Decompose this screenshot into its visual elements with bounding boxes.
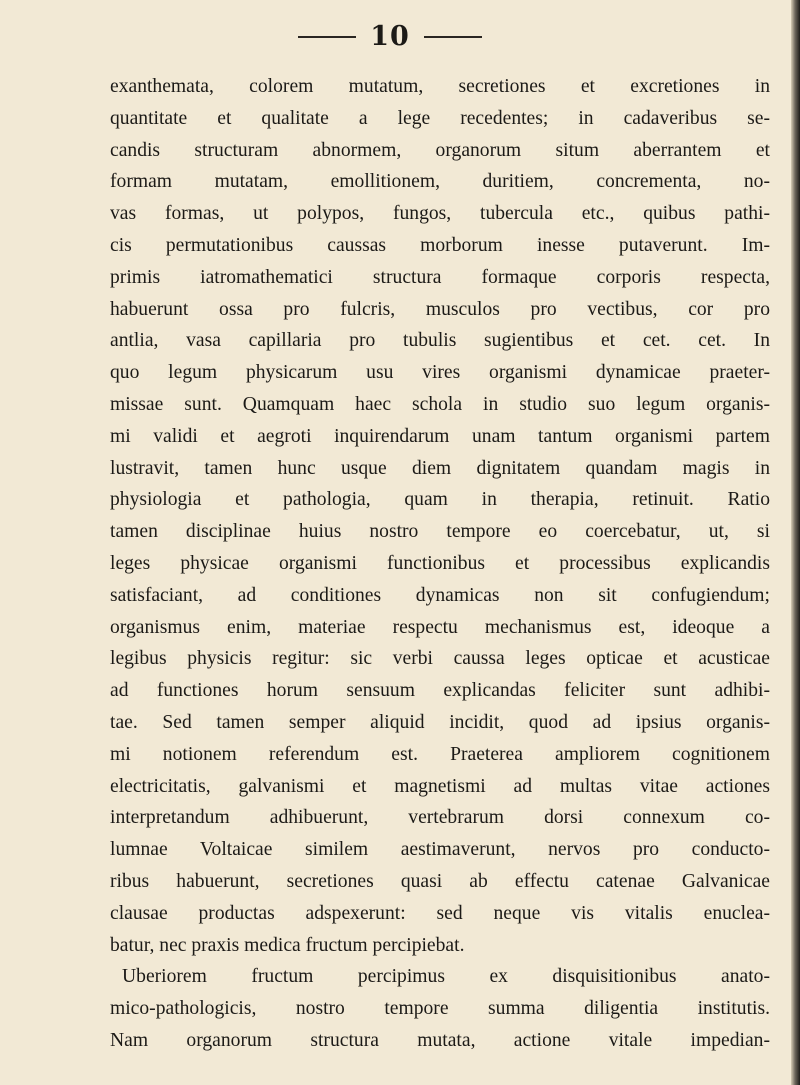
text-line: habuerunt ossa pro fulcris, musculos pro vectibus, cor pro (110, 298, 770, 320)
text-line: ribus habuerunt, secretiones quasi ab effectu catenae Galvanicae (110, 870, 770, 892)
text-line: antlia, vasa capillaria pro tubulis sugientibus et cet. cet. In (110, 330, 770, 352)
text-line: legibus physicis regitur: sic verbi caussa leges opticae et acusticae (110, 648, 770, 670)
text-line: Nam organorum structura mutata, actione vitale impedian- (110, 1029, 770, 1051)
text-line: Uberiorem fructum percipimus ex disquisitionibus anato- (122, 966, 770, 988)
text-line: vas formas, ut polypos, fungos, tubercula etc., quibus pathi- (110, 203, 770, 225)
text-line: missae sunt. Quamquam haec schola in studio suo legum organis- (110, 393, 770, 415)
text-line: candis structuram abnormem, organorum situm aberrantem et (110, 139, 770, 161)
text-line: formam mutatam, emollitionem, duritiem, concrementa, no- (110, 171, 770, 193)
text-line: mi validi et aegroti inquirendarum unam tantum organismi partem (110, 425, 770, 447)
page-number: 10 (370, 21, 410, 52)
text-line: exanthemata, colorem mutatum, secretiones et excretiones in (110, 76, 770, 97)
page-edge-shadow (791, 0, 800, 1085)
text-line: ad functiones horum sensuum explicandas feliciter sunt adhibi- (110, 680, 770, 702)
text-line: primis iatromathematici structura formaque corporis respecta, (110, 266, 770, 288)
text-line: tamen disciplinae huius nostro tempore eo coercebatur, ut, si (110, 521, 770, 543)
text-line: quo legum physicarum usu vires organismi dynamicae praeter- (110, 362, 770, 384)
right-rule (424, 36, 482, 38)
text-line: satisfaciant, ad conditiones dynamicas non sit confugiendum; (110, 584, 770, 606)
text-line: clausae productas adspexerunt: sed neque vis vitalis enuclea- (110, 902, 770, 924)
text-line: organismus enim, materiae respectu mechanismus est, ideoque a (110, 616, 770, 638)
text-line: quantitate et qualitate a lege recedentes; in cadaveribus se- (110, 107, 770, 129)
text-line: tae. Sed tamen semper aliquid incidit, quod ad ipsius organis- (110, 711, 770, 733)
text-line: cis permutationibus caussas morborum inesse putaverunt. Im- (110, 234, 770, 256)
text-line: physiologia et pathologia, quam in therapia, retinuit. Ratio (110, 489, 770, 511)
text-line: lustravit, tamen hunc usque diem dignitatem quandam magis in (110, 457, 770, 479)
page-header (0, 22, 780, 52)
text-line: interpretandum adhibuerunt, vertebrarum dorsi connexum co- (110, 807, 770, 829)
text-line: lumnae Voltaicae similem aestimaverunt, nervos pro conducto- (110, 839, 770, 861)
text-line: mico-pathologicis, nostro tempore summa diligentia institutis. (110, 998, 770, 1020)
text-line: electricitatis, galvanismi et magnetismi ad multas vitae actiones (110, 775, 770, 797)
text-line: batur, nec praxis medica fructum percipiebat. (110, 934, 465, 956)
text-line: leges physicae organismi functionibus et processibus explicandis (110, 552, 770, 574)
body-text (110, 71, 770, 1057)
text-line: mi notionem referendum est. Praeterea ampliorem cognitionem (110, 743, 770, 765)
left-rule (298, 36, 356, 38)
